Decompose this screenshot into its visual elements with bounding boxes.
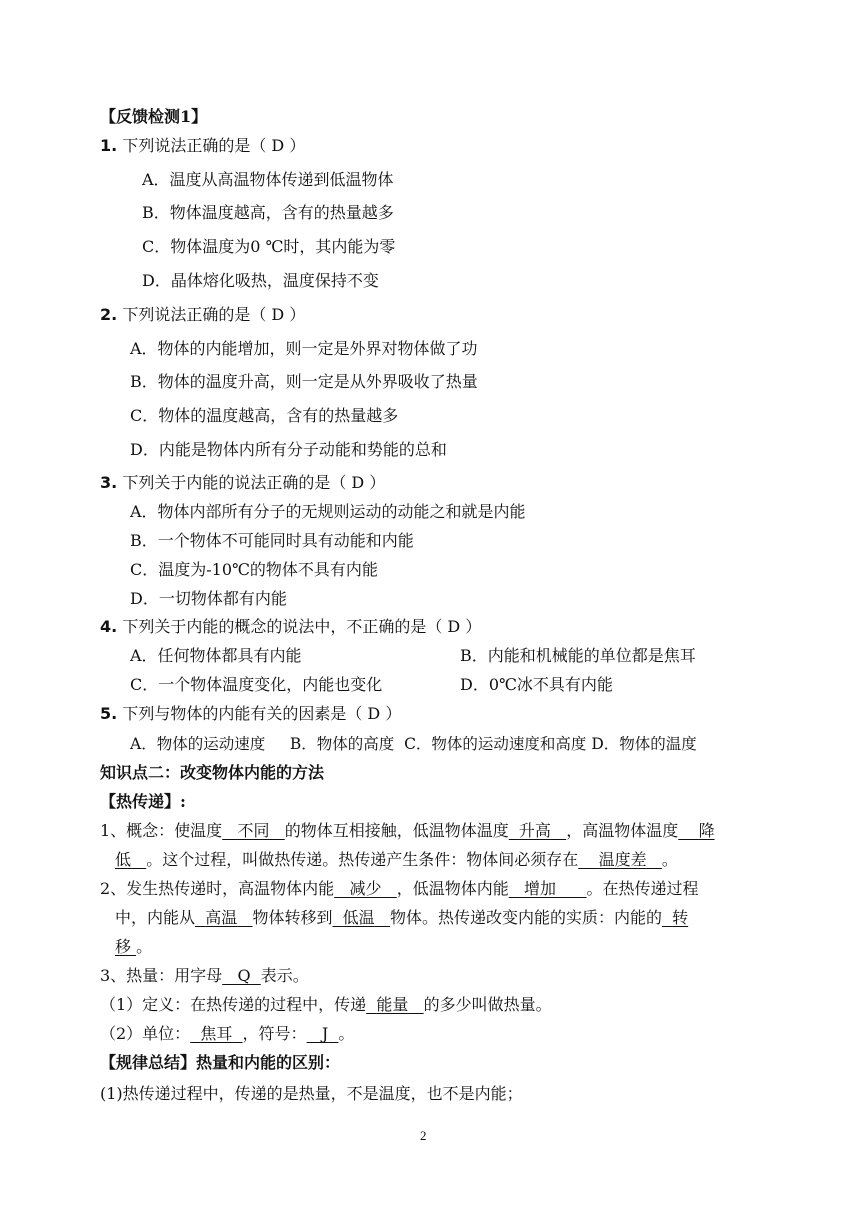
fill-blank: 低温 — [342, 908, 375, 927]
question-1 — [100, 136, 305, 156]
question-stem: 下列说法正确的是（ D ） — [122, 136, 306, 155]
question-stem: 下列与物体的内能有关的因素是（ D ） — [122, 704, 402, 723]
fill-blank: 低 — [115, 850, 132, 869]
transfer-paragraph — [100, 879, 699, 899]
fill-blank: Q — [237, 966, 251, 985]
text: ，高温物体温度 — [566, 821, 679, 840]
concept-paragraph — [100, 821, 715, 841]
fill-blank: 升高 — [518, 821, 551, 840]
text: 。 — [661, 850, 678, 869]
text: 物体转移到 — [252, 908, 333, 927]
text: 热量和内能的区别： — [196, 1053, 341, 1072]
text: （2）单位： — [100, 1024, 191, 1043]
question-number: 4. — [100, 617, 118, 636]
text: ，符号： — [242, 1024, 307, 1043]
option-d: D．0℃冰不具有内能 — [460, 675, 613, 694]
question-stem: 下列说法正确的是（ D ） — [122, 305, 306, 324]
fill-blank: 减少 — [349, 879, 382, 898]
question-stem: 下列关于内能的概念的说法中，不正确的是（ D ） — [122, 617, 482, 636]
question-3 — [100, 473, 385, 493]
text: 。 — [338, 1024, 355, 1043]
option: A．物体内部所有分子的无规则运动的动能之和就是内能 — [130, 502, 526, 521]
question-4 — [100, 617, 481, 637]
section-heading: 知识点二：改变物体内能的方法 — [100, 763, 325, 782]
option-a: A．任何物体都具有内能 — [130, 646, 302, 665]
question-5 — [100, 704, 401, 724]
summary-heading — [100, 1053, 340, 1073]
text: 物体。热传递改变内能的实质：内能的 — [389, 908, 662, 927]
text: 【规律总结】 — [100, 1053, 197, 1072]
fill-blank: 能量 — [376, 995, 409, 1014]
text: 。在热传递过程 — [586, 879, 699, 898]
fill-blank: 降 — [698, 821, 715, 840]
feedback-title: 【反馈检测1】 — [100, 107, 208, 126]
text: 的多少叫做热量。 — [423, 995, 552, 1014]
question-stem: 下列关于内能的说法正确的是（ D ） — [122, 473, 386, 492]
fill-blank: 温度差 — [598, 850, 647, 869]
option: C．物体的温度越高，含有的热量越多 — [130, 406, 399, 425]
transfer-paragraph-cont — [115, 908, 688, 928]
fill-blank: J — [321, 1024, 329, 1043]
fill-blank: 焦耳 — [200, 1024, 233, 1043]
text: 表示。 — [260, 966, 309, 985]
question-2 — [100, 305, 305, 325]
summary-item: (1)热传递过程中，传递的是热量，不是温度，也不是内能； — [100, 1084, 523, 1103]
page-number: 2 — [420, 1128, 427, 1143]
fill-blank: 增加 — [524, 879, 557, 898]
option-b: B．内能和机械能的单位都是焦耳 — [460, 646, 696, 665]
text: ，低温物体内能 — [396, 879, 509, 898]
transfer-paragraph-cont2 — [115, 937, 152, 957]
option-row: A．物体的运动速度 B．物体的高度 C．物体的运动速度和高度 D．物体的温度 — [130, 735, 697, 753]
fill-blank: 高温 — [205, 908, 238, 927]
concept-paragraph-cont — [115, 850, 678, 870]
text: 中，内能从 — [115, 908, 196, 927]
fill-blank: 不同 — [237, 821, 270, 840]
option: A．温度从高温物体传递到低温物体 — [142, 170, 394, 189]
option: B．物体温度越高，含有的热量越多 — [142, 203, 394, 222]
text: 3、热量：用字母 — [100, 966, 223, 985]
text: 1、概念：使温度 — [100, 821, 223, 840]
option: C．温度为-10℃的物体不具有内能 — [130, 560, 378, 579]
subsection-heading: 【热传递】: — [100, 792, 186, 811]
text: 的物体互相接触，低温物体温度 — [284, 821, 509, 840]
question-number: 3. — [100, 473, 118, 492]
question-number: 1. — [100, 136, 118, 155]
option: D．晶体熔化吸热，温度保持不变 — [142, 271, 379, 290]
text: （1）定义：在热传递的过程中，传递 — [100, 995, 367, 1014]
definition-line — [100, 995, 552, 1015]
question-number: 2. — [100, 305, 118, 324]
text: 。这个过程，叫做热传递。热传递产生条件：物体间必须存在 — [146, 850, 579, 869]
option: B．物体的温度升高，则一定是从外界吸收了热量 — [130, 372, 478, 391]
text: 2、发生热传递时，高温物体内能 — [100, 879, 335, 898]
fill-blank: 移 — [115, 937, 132, 956]
option: A．物体的内能增加，则一定是外界对物体做了功 — [130, 339, 478, 358]
unit-line — [100, 1024, 354, 1044]
option: B．一个物体不可能同时具有动能和内能 — [130, 531, 414, 550]
option: D．一切物体都有内能 — [130, 589, 287, 608]
text: 。 — [136, 937, 153, 956]
option-c: C．一个物体温度变化，内能也变化 — [130, 675, 383, 694]
heat-paragraph — [100, 966, 309, 986]
option: D．内能是物体内所有分子动能和势能的总和 — [130, 440, 447, 459]
fill-blank: 转 — [672, 908, 689, 927]
option: C．物体温度为0 ℃时，其内能为零 — [142, 237, 396, 256]
question-number: 5. — [100, 704, 118, 723]
